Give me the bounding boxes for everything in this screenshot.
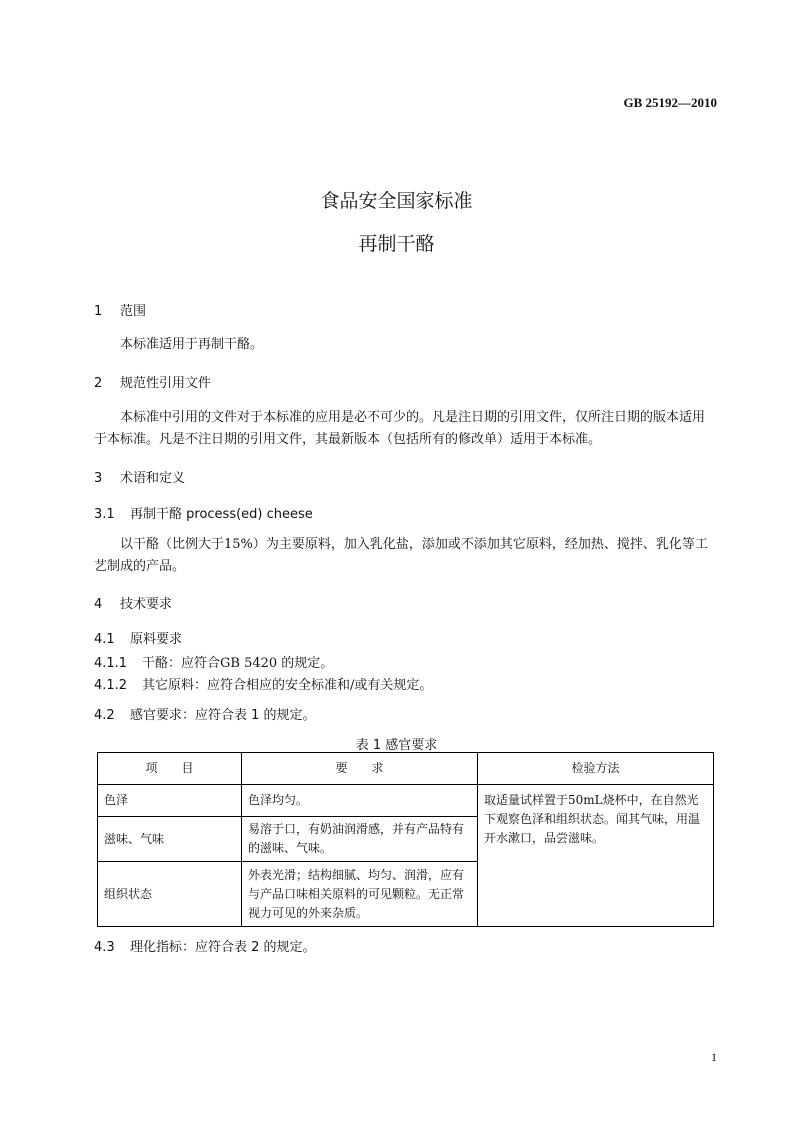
section-2-heading [94, 372, 211, 391]
section-number: 4.1 [94, 632, 115, 647]
inspection-method: 取适量试样置于50mL烧杯中，在自然光下观察色泽和组织状态。闻其气味，用温开水漱口，品尝滋味。 [478, 785, 714, 927]
section-title: 范围 [120, 304, 147, 319]
table-caption: 表 1 感官要求 [355, 738, 438, 753]
section-4-1-1 [94, 652, 333, 671]
section-number: 4.3 [94, 940, 115, 955]
section-title: 规范性引用文件 [120, 376, 212, 391]
section-number: 3 [94, 471, 103, 486]
section-number: 4.1.1 [94, 656, 128, 671]
section-4-2-heading [94, 704, 316, 723]
row-item: 组织状态 [98, 862, 242, 927]
table-header-row [98, 753, 714, 785]
section-1-text: 本标准适用于再制干酪。 [120, 337, 264, 352]
column-header-method: 检验方法 [478, 753, 714, 785]
section-3-heading [94, 467, 185, 486]
section-number: 4 [94, 597, 103, 612]
standard-number: GB 25192—2010 [623, 95, 717, 110]
section-title: 感官要求：应符合表 1 的规定。 [130, 708, 316, 723]
sensory-requirements-table [97, 752, 714, 927]
column-header-item: 项 目 [98, 753, 242, 785]
section-title: 再制干酪 process(ed) cheese [130, 507, 313, 522]
section-4-3-heading [94, 936, 316, 955]
section-4-1-2 [94, 674, 432, 693]
section-number: 3.1 [94, 507, 115, 522]
section-title: 术语和定义 [120, 471, 186, 486]
section-title: 原料要求 [130, 632, 183, 647]
table-row [98, 785, 714, 817]
section-3-1-text: 以干酪（比例大于15%）为主要原料，加入乳化盐，添加或不添加其它原料，经加热、搅拌、乳化等工艺制成的产品。 [94, 537, 708, 574]
row-requirement: 易溶于口，有奶油润滑感，并有产品特有的滋味、气味。 [242, 817, 478, 862]
row-requirement: 色泽均匀。 [242, 785, 478, 817]
section-3-1-heading [94, 503, 313, 522]
section-text: 干酪：应符合GB 5420 的规定。 [142, 656, 334, 671]
section-1-heading [94, 300, 146, 319]
section-4-1-heading [94, 628, 182, 647]
row-item: 色泽 [98, 785, 242, 817]
row-requirement: 外表光滑；结构细腻、均匀、润滑，应有与产品口味相关原料的可见颗粒。无正常视力可见的外来杂质。 [242, 862, 478, 927]
document-title: 食品安全国家标准 [320, 190, 473, 212]
section-number: 2 [94, 376, 103, 391]
row-item: 滋味、气味 [98, 817, 242, 862]
section-number: 4.1.2 [94, 678, 128, 693]
section-title: 理化指标：应符合表 2 的规定。 [130, 940, 316, 955]
section-title: 技术要求 [120, 597, 173, 612]
section-text: 其它原料：应符合相应的安全标准和/或有关规定。 [142, 678, 433, 693]
section-2-text: 本标准中引用的文件对于本标准的应用是必不可少的。凡是注日期的引用文件，仅所注日期的版本适用于本标准。凡是不注日期的引用文件，其最新版本（包括所有的修改单）适用于本标准。 [94, 410, 706, 447]
section-number: 4.2 [94, 708, 115, 723]
page-number: 1 [711, 1050, 717, 1064]
section-number: 1 [94, 304, 103, 319]
document-subtitle: 再制干酪 [358, 233, 435, 255]
section-4-heading [94, 593, 172, 612]
column-header-requirement: 要 求 [242, 753, 478, 785]
